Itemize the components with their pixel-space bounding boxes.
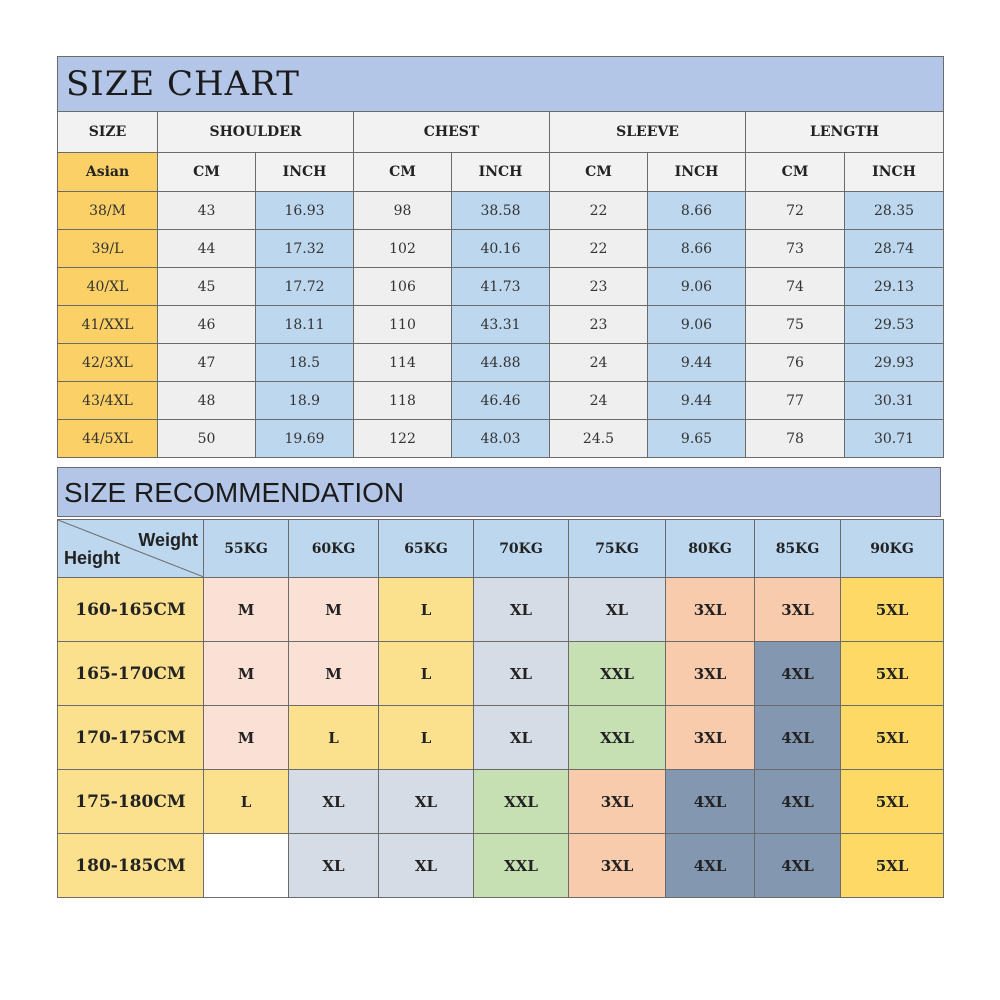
inch-value-cell: 8.66 — [648, 230, 746, 268]
recommended-size-cell: L — [204, 770, 289, 834]
recommended-size-cell: XXL — [569, 642, 666, 706]
recommended-size-cell: XL — [289, 834, 379, 898]
inch-value-cell: 17.32 — [256, 230, 354, 268]
unit-label: CM — [550, 153, 648, 192]
recommended-size-cell: XL — [474, 578, 569, 642]
size-chart-row — [58, 230, 944, 268]
recommended-size-cell: 3XL — [666, 706, 755, 770]
recommended-size-cell: L — [379, 706, 474, 770]
height-row — [58, 834, 944, 898]
recommended-size-cell: M — [289, 578, 379, 642]
height-row — [58, 642, 944, 706]
size-cell: 40/XL — [58, 268, 158, 306]
recommended-size-cell: 5XL — [841, 770, 944, 834]
height-cell: 175-180CM — [58, 770, 204, 834]
inch-value-cell: 9.06 — [648, 306, 746, 344]
weight-header-cell: 80KG — [666, 520, 755, 578]
recommended-size-cell: M — [204, 578, 289, 642]
unit-label: INCH — [256, 153, 354, 192]
recommended-size-cell: 5XL — [841, 706, 944, 770]
header-sleeve: SLEEVE — [550, 112, 746, 153]
recommended-size-cell: 4XL — [755, 642, 841, 706]
weight-header-cell: 85KG — [755, 520, 841, 578]
inch-value-cell: 40.16 — [452, 230, 550, 268]
recommended-size-cell: 3XL — [666, 642, 755, 706]
inch-value-cell: 18.5 — [256, 344, 354, 382]
header-chest: CHEST — [354, 112, 550, 153]
cm-value-cell: 22 — [550, 192, 648, 230]
cm-value-cell: 76 — [746, 344, 845, 382]
inch-value-cell: 48.03 — [452, 420, 550, 458]
cm-value-cell: 122 — [354, 420, 452, 458]
recommended-size-cell: XL — [569, 578, 666, 642]
size-chart-body — [58, 192, 944, 458]
height-cell: 180-185CM — [58, 834, 204, 898]
cm-value-cell: 47 — [158, 344, 256, 382]
recommended-size-cell: 4XL — [755, 706, 841, 770]
unit-label: INCH — [648, 153, 746, 192]
cm-value-cell: 72 — [746, 192, 845, 230]
recommended-size-cell: 5XL — [841, 834, 944, 898]
cm-value-cell: 45 — [158, 268, 256, 306]
corner-weight-label: Weight — [138, 530, 198, 550]
size-cell: 38/M — [58, 192, 158, 230]
cm-value-cell: 23 — [550, 268, 648, 306]
cm-value-cell: 75 — [746, 306, 845, 344]
size-recommendation-body — [58, 578, 944, 898]
unit-label: CM — [158, 153, 256, 192]
size-chart-row — [58, 268, 944, 306]
recommended-size-cell: M — [204, 706, 289, 770]
inch-value-cell: 44.88 — [452, 344, 550, 382]
weight-header-cell: 75KG — [569, 520, 666, 578]
recommended-size-cell: 4XL — [666, 770, 755, 834]
recommended-size-cell: XL — [474, 642, 569, 706]
inch-value-cell: 9.44 — [648, 382, 746, 420]
subheader-asian: Asian — [58, 153, 158, 192]
size-chart-row — [58, 344, 944, 382]
recommended-size-cell: 3XL — [666, 578, 755, 642]
inch-value-cell: 41.73 — [452, 268, 550, 306]
size-cell: 44/5XL — [58, 420, 158, 458]
cm-value-cell: 114 — [354, 344, 452, 382]
size-chart-table — [57, 56, 944, 458]
inch-value-cell: 17.72 — [256, 268, 354, 306]
height-row — [58, 578, 944, 642]
inch-value-cell: 8.66 — [648, 192, 746, 230]
unit-label: CM — [746, 153, 845, 192]
header-length: LENGTH — [746, 112, 944, 153]
size-chart-row — [58, 192, 944, 230]
size-chart-row — [58, 420, 944, 458]
recommended-size-cell: 4XL — [755, 770, 841, 834]
inch-value-cell: 29.93 — [845, 344, 944, 382]
size-cell: 41/XXL — [58, 306, 158, 344]
size-recommendation-table — [57, 519, 944, 898]
size-cell: 39/L — [58, 230, 158, 268]
weight-header-cell: 60KG — [289, 520, 379, 578]
weight-header-cell: 65KG — [379, 520, 474, 578]
weight-header-row — [58, 520, 944, 578]
corner-height-label: Height — [64, 548, 120, 568]
height-row — [58, 770, 944, 834]
recommended-size-cell: 4XL — [755, 834, 841, 898]
height-cell: 170-175CM — [58, 706, 204, 770]
cm-value-cell: 77 — [746, 382, 845, 420]
size-cell: 42/3XL — [58, 344, 158, 382]
recommended-size-cell: XXL — [569, 706, 666, 770]
recommended-size-cell: 3XL — [755, 578, 841, 642]
cm-value-cell: 24 — [550, 382, 648, 420]
inch-value-cell: 18.11 — [256, 306, 354, 344]
inch-value-cell: 9.44 — [648, 344, 746, 382]
recommended-size-cell: XL — [379, 834, 474, 898]
cm-value-cell: 73 — [746, 230, 845, 268]
cm-value-cell: 98 — [354, 192, 452, 230]
recommended-size-cell: 5XL — [841, 578, 944, 642]
inch-value-cell: 29.53 — [845, 306, 944, 344]
cm-value-cell: 43 — [158, 192, 256, 230]
cm-value-cell: 118 — [354, 382, 452, 420]
header-shoulder: SHOULDER — [158, 112, 354, 153]
recommended-size-cell: XL — [474, 706, 569, 770]
size-recommendation-title: SIZE RECOMMENDATION — [57, 467, 941, 517]
empty-size-cell — [204, 834, 289, 898]
recommended-size-cell: XL — [379, 770, 474, 834]
recommended-size-cell: XL — [289, 770, 379, 834]
weight-header-cell: 70KG — [474, 520, 569, 578]
height-cell: 165-170CM — [58, 642, 204, 706]
inch-value-cell: 9.06 — [648, 268, 746, 306]
cm-value-cell: 46 — [158, 306, 256, 344]
weight-header-cell: 55KG — [204, 520, 289, 578]
cm-value-cell: 24.5 — [550, 420, 648, 458]
cm-value-cell: 22 — [550, 230, 648, 268]
inch-value-cell: 9.65 — [648, 420, 746, 458]
inch-value-cell: 38.58 — [452, 192, 550, 230]
cm-value-cell: 48 — [158, 382, 256, 420]
size-chart-row — [58, 382, 944, 420]
recommended-size-cell: 5XL — [841, 642, 944, 706]
recommended-size-cell: L — [379, 642, 474, 706]
cm-value-cell: 78 — [746, 420, 845, 458]
inch-value-cell: 16.93 — [256, 192, 354, 230]
cm-value-cell: 102 — [354, 230, 452, 268]
cm-value-cell: 110 — [354, 306, 452, 344]
inch-value-cell: 18.9 — [256, 382, 354, 420]
inch-value-cell: 30.31 — [845, 382, 944, 420]
recommended-size-cell: XXL — [474, 834, 569, 898]
size-cell: 43/4XL — [58, 382, 158, 420]
header-size: SIZE — [58, 112, 158, 153]
recommended-size-cell: M — [289, 642, 379, 706]
cm-value-cell: 74 — [746, 268, 845, 306]
inch-value-cell: 46.46 — [452, 382, 550, 420]
recommended-size-cell: M — [204, 642, 289, 706]
weight-height-corner — [58, 520, 204, 578]
weight-header-cell: 90KG — [841, 520, 944, 578]
inch-value-cell: 29.13 — [845, 268, 944, 306]
recommended-size-cell: L — [379, 578, 474, 642]
cm-value-cell: 44 — [158, 230, 256, 268]
size-chart-title: SIZE CHART — [58, 57, 944, 112]
inch-value-cell: 30.71 — [845, 420, 944, 458]
height-row — [58, 706, 944, 770]
recommended-size-cell: 3XL — [569, 770, 666, 834]
cm-value-cell: 106 — [354, 268, 452, 306]
unit-label: INCH — [845, 153, 944, 192]
recommended-size-cell: XXL — [474, 770, 569, 834]
recommended-size-cell: 3XL — [569, 834, 666, 898]
cm-value-cell: 23 — [550, 306, 648, 344]
unit-label: INCH — [452, 153, 550, 192]
recommended-size-cell: L — [289, 706, 379, 770]
cm-value-cell: 24 — [550, 344, 648, 382]
unit-label: CM — [354, 153, 452, 192]
inch-value-cell: 28.74 — [845, 230, 944, 268]
cm-value-cell: 50 — [158, 420, 256, 458]
inch-value-cell: 43.31 — [452, 306, 550, 344]
height-cell: 160-165CM — [58, 578, 204, 642]
inch-value-cell: 28.35 — [845, 192, 944, 230]
size-chart-row — [58, 306, 944, 344]
inch-value-cell: 19.69 — [256, 420, 354, 458]
recommended-size-cell: 4XL — [666, 834, 755, 898]
